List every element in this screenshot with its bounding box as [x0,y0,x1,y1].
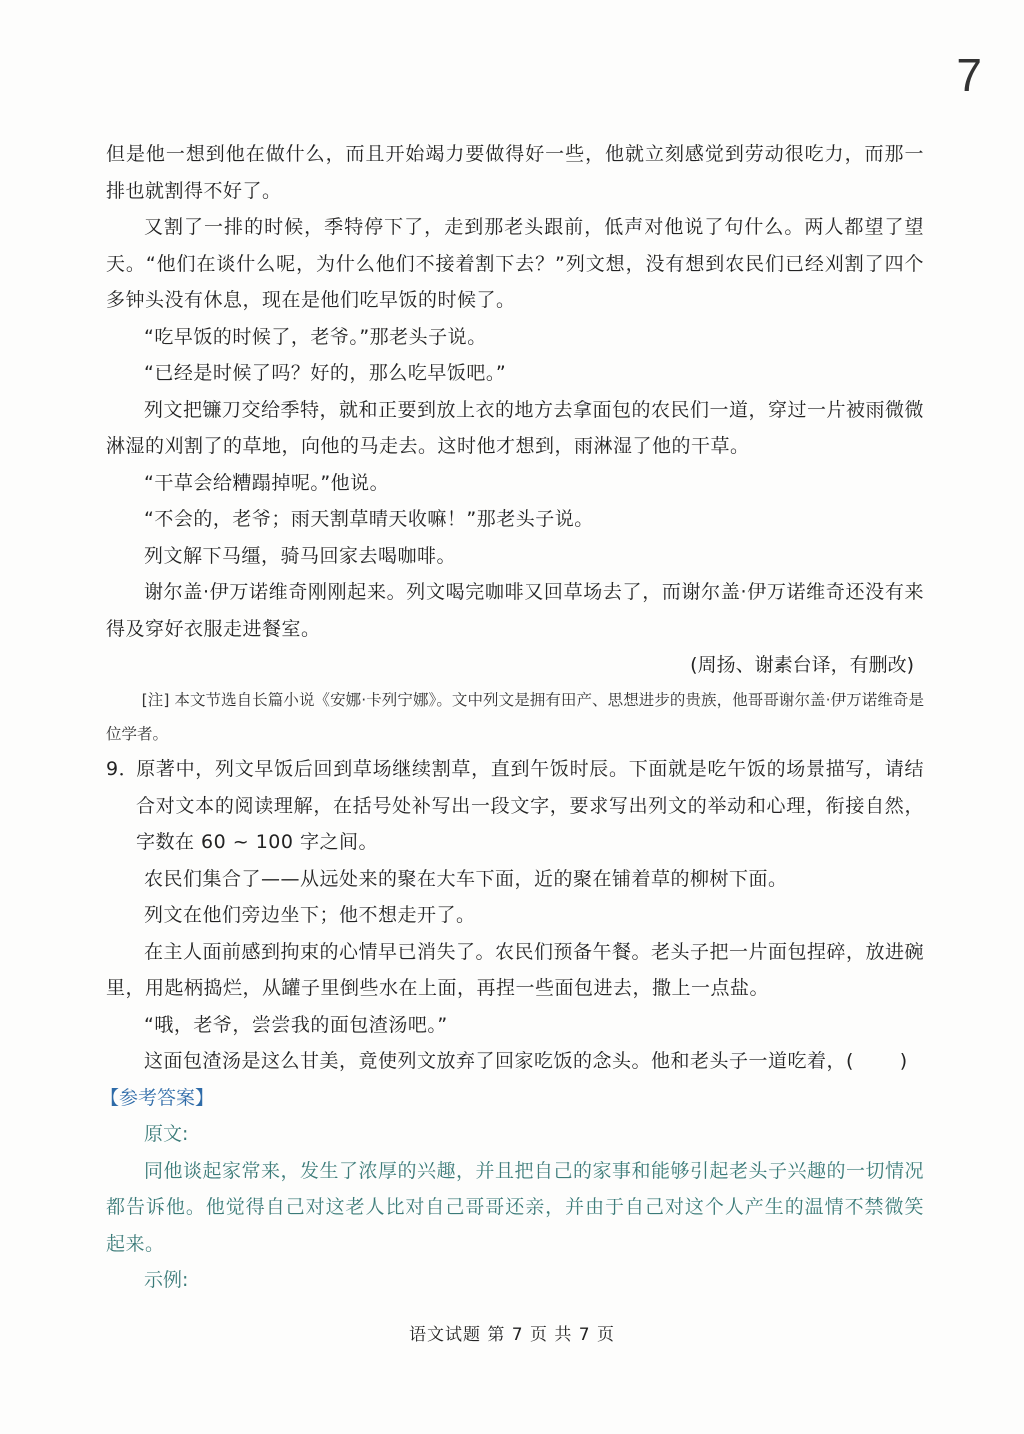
example-label: 示例: [144,1269,189,1291]
page-number-large: 7 [956,49,982,101]
paragraph: 列文把镰刀交给季特，就和正要到放上衣的地方去拿面包的农民们一道，穿过一片被雨微微淋湿的刈割了的草地，向他的马走去。这时他才想到，雨淋湿了他的干草。 [106,398,925,457]
paragraph: 谢尔盖·伊万诺维奇刚刚起来。列文喝完咖啡又回草场去了，而谢尔盖·伊万诺维奇还没有来得及穿好衣服走进餐室。 [106,581,924,640]
passage-line: “哦，老爷，尝尝我的面包渣汤吧。” [144,1013,448,1036]
exam-body [100,136,925,1299]
paragraph: 又割了一排的时候，季特停下了，走到那老头跟前，低声对他说了句什么。两人都望了望天。“他们在谈什么呢，为什么他们不接着割下去？”列文想，没有想到农民们已经刈割了四个多钟头没有休息，现在是他们吃早饭的时候了。 [106,216,924,311]
paragraph: “已经是时候了吗？好的，那么吃早饭吧。” [144,362,507,384]
paragraph: 但是他一想到他在做什么，而且开始竭力要做得好一些，他就立刻感觉到劳动很吃力，而那一排也就割得不好了。 [106,143,924,202]
answer-heading: 【参考答案】 [100,1086,215,1109]
question-9 [106,751,924,861]
paragraph: “干草会给糟蹋掉呢。”他说。 [144,471,390,494]
paragraph: “吃早饭的时候了，老爷。”那老头子说。 [144,325,487,348]
paragraph: “不会的，老爷；雨天割草晴天收嘛！”那老头子说。 [144,508,594,530]
paragraph: 列文解下马缰，骑马回家去喝咖啡。 [144,544,457,567]
passage-line: 在主人面前感到拘束的心情早已消失了。农民们预备午餐。老头子把一片面包捏碎，放进碗里，用匙柄捣烂，从罐子里倒些水在上面，再捏一些面包进去，撒上一点盐。 [106,940,925,999]
answer-blank: ( ) [846,1050,908,1072]
question-prompt: 原著中，列文早饭后回到草场继续割草，直到午饭时辰。下面就是吃午饭的场景描写，请结合对文本的阅读理解，在括号处补写出一段文字，要求写出列文的举动和心理，衔接自然，字数在 60 ~ 100 字之间。 [136,758,924,853]
passage-line: 农民们集合了——从远处来的聚在大车下面，近的聚在铺着草的柳树下面。 [144,867,788,890]
passage-last-text: 这面包渣汤是这么甘美，竟使列文放弃了回家吃饭的念头。他和老头子一道吃着， [144,1050,847,1072]
page-footer: 语文试题 第 7 页 共 7 页 [408,1325,616,1345]
translation-credit: (周扬、谢素台译，有删改) [690,654,914,676]
footnote: [注] 本文节选自长篇小说《安娜·卡列宁娜》。文中列文是拥有田产、思想进步的贵族，他哥哥谢尔盖·伊万诺维奇是位学者。 [106,691,924,743]
passage-last-line [106,1043,924,1080]
original-answer-text: 同他谈起家常来，发生了浓厚的兴趣，并且把自己的家事和能够引起老头子兴趣的一切情况都告诉他。他觉得自己对这老人比对自己哥哥还亲，并由于自己对这个人产生的温情不禁微笑起来。 [106,1159,925,1255]
question-number: 9． [106,758,139,780]
original-label: 原文: [144,1123,189,1145]
passage-line: 列文在他们旁边坐下；他不想走开了。 [144,904,476,926]
